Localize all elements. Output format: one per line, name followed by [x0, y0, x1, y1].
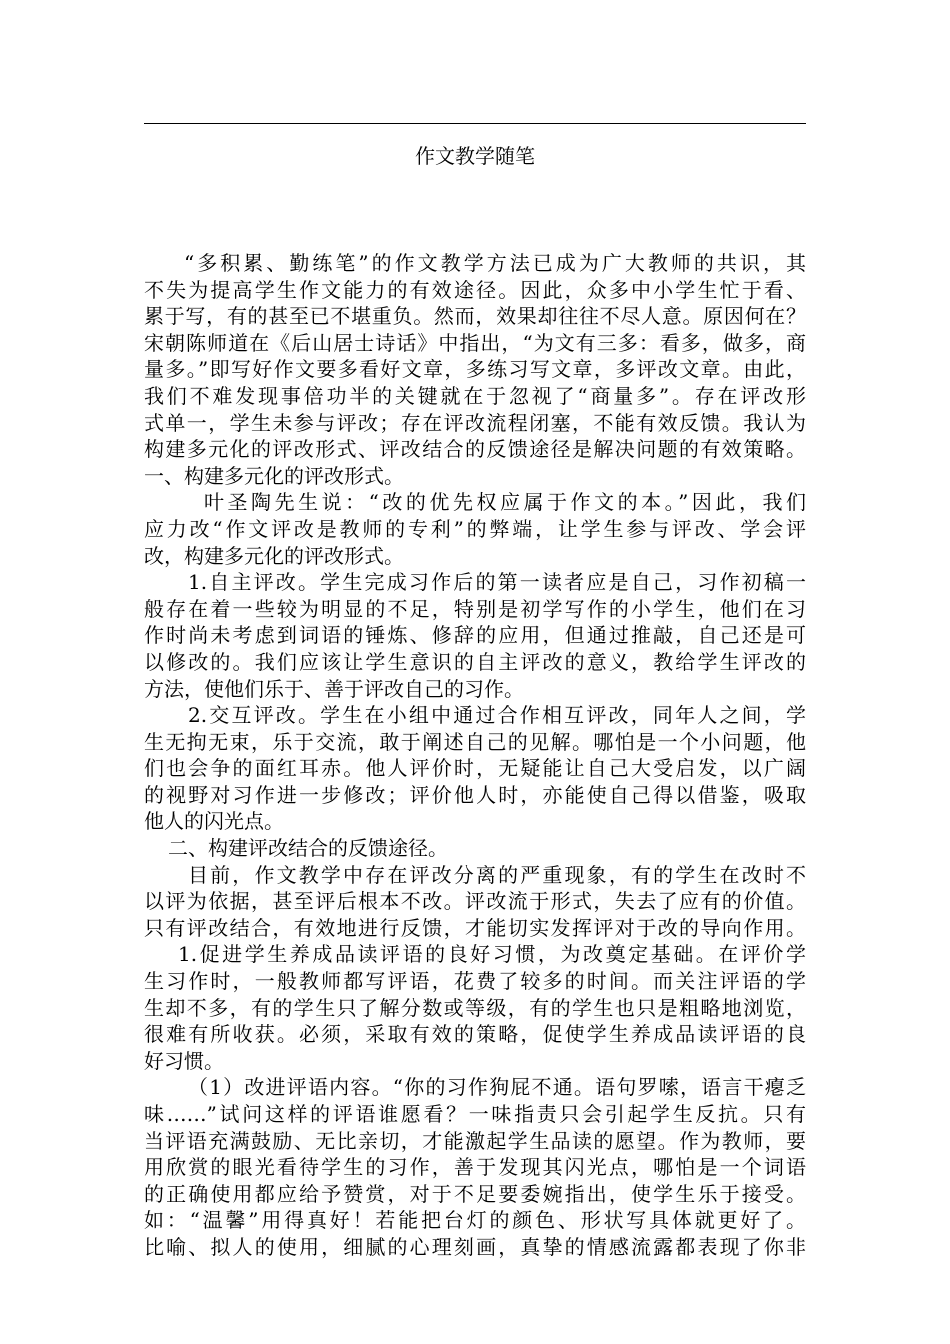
- page-title: 作文教学随笔: [415, 144, 535, 168]
- text-line: 1.促进学生养成品读评语的良好习惯，为改奠定基础。在评价学: [178, 942, 806, 967]
- text-line: 我们不难发现事倍功半的关键就在于忽视了“商量多”。存在评改形: [144, 383, 806, 408]
- text-line: 宋朝陈师道在《后山居士诗话》中指出，“为文有三多：看多，做多，商: [144, 330, 806, 355]
- text-line: “多积累、勤练笔”的作文教学方法已成为广大教师的共识，其: [184, 251, 806, 275]
- text-line: 味……”试问这样的评语谁愿看？一味指责只会引起学生反抗。只有: [144, 1102, 806, 1126]
- text-line: 生无拘无束，乐于交流，敢于阐述自己的见解。哪怕是一个小问题，他: [144, 729, 806, 754]
- text-line: 如：“温馨”用得真好！若能把台灯的颜色、形状写具体就更好了。: [144, 1208, 806, 1233]
- text-line: 用欣赏的眼光看待学生的习作，善于发现其闪光点，哪怕是一个词语: [144, 1155, 806, 1180]
- text-line: 般存在着一些较为明显的不足，特别是初学写作的小学生，他们在习: [144, 596, 806, 621]
- text-line: 应力改“作文评改是教师的专利”的弊端，让学生参与评改、学会评: [144, 516, 806, 541]
- text-line: 以修改的。我们应该让学生意识的自主评改的意义，教给学生评改的: [144, 649, 806, 674]
- text-line: 作时尚未考虑到词语的锤炼、修辞的应用，但通过推敲，自己还是可: [144, 623, 806, 648]
- text-line: 构建多元化的评改形式、评改结合的反馈途径是解决问题的有效策略。: [144, 437, 806, 462]
- text-line: 不失为提高学生作文能力的有效途径。因此，众多中小学生忙于看、: [144, 277, 806, 302]
- text-line: 很难有所收获。必须，采取有效的策略，促使学生养成品读评语的良: [144, 1022, 806, 1047]
- text-line: 以评为依据，甚至评后根本不改。评改流于形式，失去了应有的价值。: [144, 889, 806, 914]
- text-line: 方法，使他们乐于、善于评改自己的习作。: [144, 676, 524, 701]
- text-line: 的正确使用都应给予赞赏，对于不足要委婉指出，使学生乐于接受。: [144, 1181, 806, 1206]
- text-line: 2.交互评改。学生在小组中通过合作相互评改，同年人之间，学: [188, 703, 806, 728]
- text-line: 1.自主评改。学生完成习作后的第一读者应是自己，习作初稿一: [188, 570, 806, 595]
- text-line: 生习作时，一般教师都写评语，花费了较多的时间。而关注评语的学: [144, 969, 806, 994]
- text-line: 量多。”即写好作文要多看好文章，多练习写文章，多评改文章。由此，: [144, 357, 806, 382]
- text-line: 他人的闪光点。: [144, 809, 284, 834]
- text-line: 式单一，学生未参与评改；存在评改流程闭塞，不能有效反馈。我认为: [144, 410, 806, 435]
- text-line: 改，构建多元化的评改形式。: [144, 543, 404, 568]
- text-line: 们也会争的面红耳赤。他人评价时，无疑能让自己大受启发，以广阔: [144, 756, 806, 781]
- text-line: 当评语充满鼓励、无比亲切，才能激起学生品读的愿望。作为教师，要: [144, 1128, 806, 1153]
- document-body: [144, 250, 806, 1261]
- text-line: 的视野对习作进一步修改；评价他人时，亦能使自己得以借鉴，吸取: [144, 782, 806, 807]
- header-rule: [144, 123, 806, 124]
- text-line: 累于写，有的甚至已不堪重负。然而，效果却往往不尽人意。原因何在？: [144, 304, 806, 329]
- text-line: 一、构建多元化的评改形式。: [144, 463, 404, 488]
- text-line: 生却不多，有的学生只了解分数或等级，有的学生也只是粗略地浏览，: [144, 995, 806, 1020]
- text-line: 二、构建评改结合的反馈途径。: [168, 836, 448, 861]
- text-line: 目前，作文教学中存在评改分离的严重现象，有的学生在改时不: [188, 862, 806, 887]
- text-line: 好习惯。: [144, 1048, 224, 1073]
- text-line: 只有评改结合，有效地进行反馈，才能切实发挥评对于改的导向作用。: [144, 915, 806, 940]
- text-line: 叶圣陶先生说：“改的优先权应属于作文的本。”因此，我们: [204, 490, 806, 515]
- text-line: 比喻、拟人的使用，细腻的心理刻画，真挚的情感流露都表现了你非: [144, 1234, 806, 1259]
- text-line: （1）改进评语内容。“你的习作狗屁不通。语句罗嗦，语言干瘪乏: [188, 1075, 806, 1100]
